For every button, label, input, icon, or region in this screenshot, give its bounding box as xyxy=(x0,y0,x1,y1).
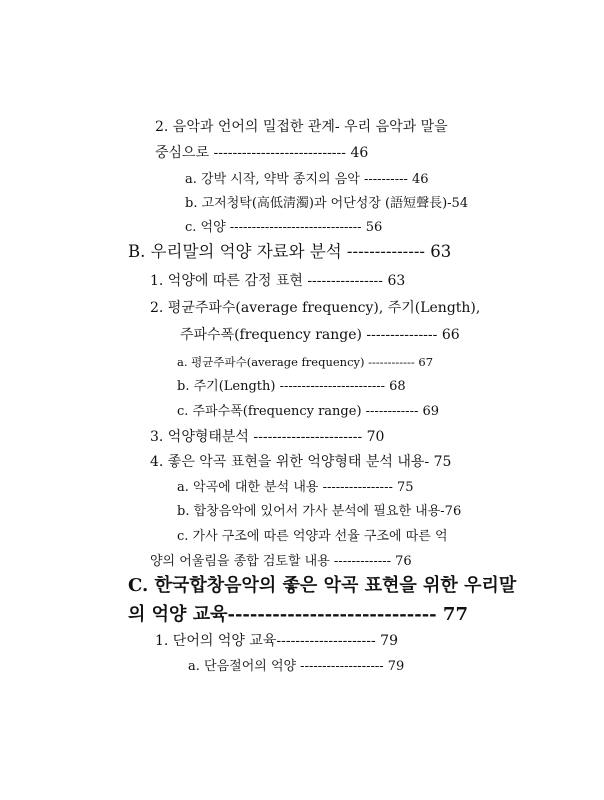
toc-line-B2a: a. 평균주파수(average frequency) ------------ 67 xyxy=(177,355,434,369)
toc-line-B4: 4. 좋은 악곡 표현을 위한 억양형태 분석 내용- 75 xyxy=(150,454,452,470)
toc-line-B4b: b. 합창음악에 있어서 가사 분석에 필요한 내용-76 xyxy=(177,504,462,519)
toc-line-2b: b. 고저청탁(高低淸濁)과 어단성장 (語短聲長)-54 xyxy=(185,196,469,211)
toc-line-2a: a. 강박 시작, 약박 종지의 음악 ---------- 46 xyxy=(185,172,429,187)
toc-line-B4c-title: c. 가사 구조에 따른 억양과 선율 구조에 따른 억 xyxy=(177,529,448,544)
toc-line-C1: 1. 단어의 억양 교육--------------------- 79 xyxy=(155,633,398,649)
toc-line-C-title: C. 한국합창음악의 좋은 악곡 표현을 위한 우리말 xyxy=(128,575,517,596)
toc-line-B2-title: 2. 평균주파수(average frequency), 주기(Length), xyxy=(150,300,481,316)
toc-line-B2c: c. 주파수폭(frequency range) ------------ 69 xyxy=(177,404,440,419)
toc-line-B3: 3. 억양형태분석 ----------------------- 70 xyxy=(150,429,385,445)
toc-line-2-title: 2. 음악과 언어의 밀접한 관계- 우리 음악과 말을 xyxy=(155,119,448,135)
toc-line-C1a: a. 단음절어의 억양 ------------------- 79 xyxy=(188,659,405,674)
toc-line-B4a: a. 악곡에 대한 분석 내용 ---------------- 75 xyxy=(177,480,414,495)
toc-line-B4c-cont: 양의 어울림을 종합 검토할 내용 ------------- 76 xyxy=(150,554,412,569)
toc-line-2c: c. 억양 ------------------------------ 56 xyxy=(185,220,383,235)
toc-line-2-cont: 중심으로 ---------------------------- 46 xyxy=(155,145,369,161)
toc-line-B: B. 우리말의 억양 자료와 분석 -------------- 63 xyxy=(128,242,452,261)
toc-line-B1: 1. 억양에 따른 감정 표현 ---------------- 63 xyxy=(150,273,406,289)
toc-line-B2-cont: 주파수폭(frequency range) --------------- 66 xyxy=(180,327,460,343)
toc-line-C-cont: 의 억양 교육---------------------------- 77 xyxy=(128,604,468,625)
toc-line-B2b: b. 주기(Length) ------------------------ 68 xyxy=(177,379,406,394)
